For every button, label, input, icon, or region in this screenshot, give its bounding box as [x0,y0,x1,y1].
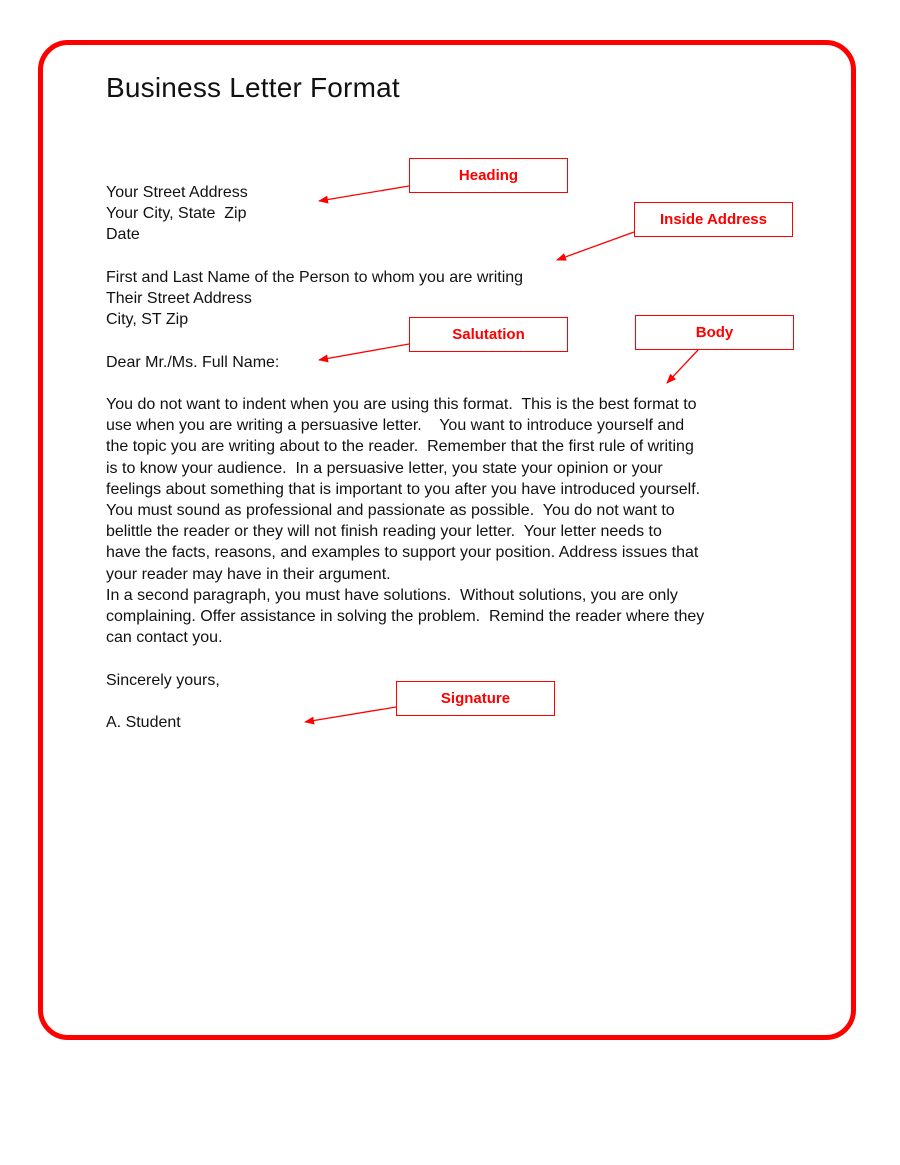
inside-address-label: Inside Address [634,202,793,237]
body-line: In a second paragraph, you must have solutions. Without solutions, you are only [106,586,678,604]
body-line: feelings about something that is important to you after you have introduced yourself. [106,480,701,498]
date: Date [106,226,140,244]
body-line: can contact you. [106,629,223,647]
salutation-label: Salutation [409,317,568,352]
body-line: complaining. Offer assistance in solving the problem. Remind the reader where they [106,608,705,626]
letter-content [106,182,766,733]
city-state-zip: Your City, State Zip [106,205,247,223]
recipient-city: City, ST Zip [106,311,189,329]
body-line: is to know your audience. In a persuasive letter, you state your opinion or your [106,459,663,477]
recipient-street: Their Street Address [106,290,252,307]
letter-body [106,394,766,648]
body-line: use when you are writing a persuasive letter. You want to introduce yourself and [106,417,685,435]
body-line: have the facts, reasons, and examples to support your position. Address issues that [106,544,699,562]
body-line: belittle the reader or they will not finish reading your letter. Your letter needs to [106,523,662,541]
street-address: Your Street Address [106,184,248,201]
page-title: Business Letter Format [106,72,400,103]
body-line: You do not want to indent when you are using this format. This is the best format to [106,395,697,413]
signature-label: Signature [396,681,555,716]
body-line: You must sound as professional and passionate as possible. You do not want to [106,502,675,519]
body-label: Body [635,315,794,350]
letter-salutation: Dear Mr./Ms. Full Name: [106,353,280,371]
letter-signature: A. Student [106,714,181,731]
body-line: the topic you are writing about to the reader. Remember that the first rule of writing [106,438,694,456]
recipient-name: First and Last Name of the Person to whom you are writing [106,268,524,286]
heading-label: Heading [409,158,568,193]
body-line: your reader may have in their argument. [106,565,391,583]
letter-closing: Sincerely yours, [106,671,220,689]
